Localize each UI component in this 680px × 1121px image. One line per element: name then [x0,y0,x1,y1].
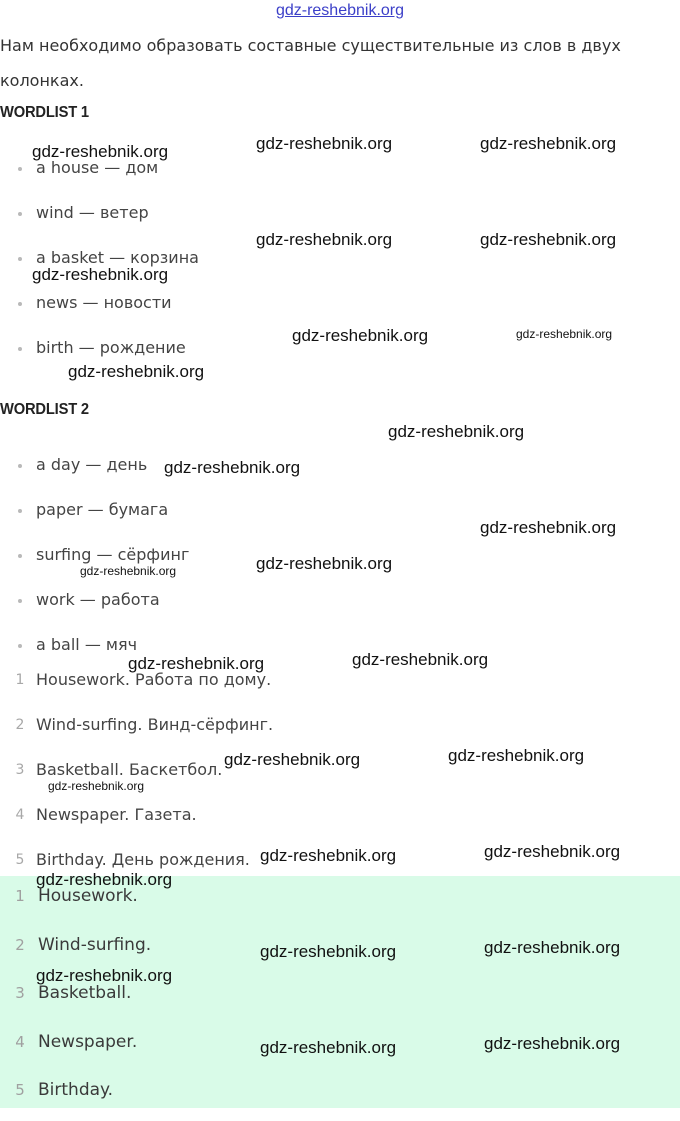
item-number: 3 [15,984,25,1002]
wordlist-1 [0,151,199,376]
item-number: 1 [15,672,25,688]
item-number: 2 [15,935,25,954]
answer-text: Housework. Работа по дому. [36,670,272,689]
watermark: gdz-reshebnik.org [484,842,621,861]
watermark: gdz-reshebnik.org [256,554,393,573]
watermark: gdz-reshebnik.org [32,142,169,161]
item-number: 4 [15,807,25,823]
answer-key-list [0,878,680,1121]
key-text: Housework. [38,886,138,906]
answer-text: Basketball. Баскетбол. [36,760,223,779]
watermark: gdz-reshebnik.org [164,458,301,477]
list-item: work — работа [0,583,189,628]
watermark: gdz-reshebnik.org [292,326,429,345]
watermark: gdz-reshebnik.org [48,779,145,793]
item-number: 2 [15,717,25,733]
watermark: gdz-reshebnik.org [484,1034,621,1053]
list-item: a house — дом [0,151,199,196]
item-number: 5 [15,1081,25,1099]
watermark: gdz-reshebnik.org [128,654,265,673]
watermark: gdz-reshebnik.org [68,362,205,381]
watermark: gdz-reshebnik.org [484,938,621,957]
site-link[interactable]: gdz-reshebnik.org [275,2,405,19]
watermark: gdz-reshebnik.org [260,942,397,961]
item-number: 1 [15,887,25,905]
watermark: gdz-reshebnik.org [448,746,585,765]
list-item: paper — бумага [0,493,189,538]
watermark: gdz-reshebnik.org [516,327,613,341]
key-text: Birthday. [38,1080,114,1100]
item-number: 3 [15,762,25,778]
answer-key-box [0,876,680,1108]
watermark: gdz-reshebnik.org [36,966,173,985]
watermark: gdz-reshebnik.org [260,1038,397,1057]
watermark: gdz-reshebnik.org [80,564,177,578]
list-item: a basket — корзина [0,241,199,286]
wordlist-2-title: WORDLIST 2 [0,401,89,418]
watermark: gdz-reshebnik.org [256,134,393,153]
intro-text: Нам необходимо образовать составные существительные из слов в двух колонках. [0,36,621,90]
key-text: Basketball. [38,983,132,1003]
key-item [0,1072,680,1121]
list-item: a day — день [0,448,189,493]
list-item: wind — ветер [0,196,199,241]
answer-text: Wind-surfing. Винд-сёрфинг. [36,715,274,734]
answer-text: Birthday. День рождения. [36,850,250,869]
answers-list [0,663,273,888]
list-item: news — новости [0,286,199,331]
watermark: gdz-reshebnik.org [480,518,617,537]
watermark: gdz-reshebnik.org [260,846,397,865]
watermark: gdz-reshebnik.org [352,650,489,669]
watermark: gdz-reshebnik.org [388,422,525,441]
item-number: 4 [15,1032,25,1051]
list-item: birth — рождение [0,331,199,376]
watermark: gdz-reshebnik.org [36,870,173,889]
answer-item [0,708,273,753]
list-item: surfing — сёрфинг [0,538,189,583]
watermark: gdz-reshebnik.org [32,265,169,284]
item-number: 5 [15,852,25,868]
list-item: a ball — мяч [0,628,189,673]
answer-item [0,798,273,843]
wordlist-1-title: WORDLIST 1 [0,104,89,121]
key-text: Newspaper. [38,1031,138,1052]
answer-text: Newspaper. Газета. [36,805,197,824]
watermark: gdz-reshebnik.org [256,230,393,249]
wordlist-2 [0,448,189,673]
watermark: gdz-reshebnik.org [224,750,361,769]
watermark: gdz-reshebnik.org [480,230,617,249]
key-text: Wind-surfing. [38,934,152,955]
watermark: gdz-reshebnik.org [480,134,617,153]
